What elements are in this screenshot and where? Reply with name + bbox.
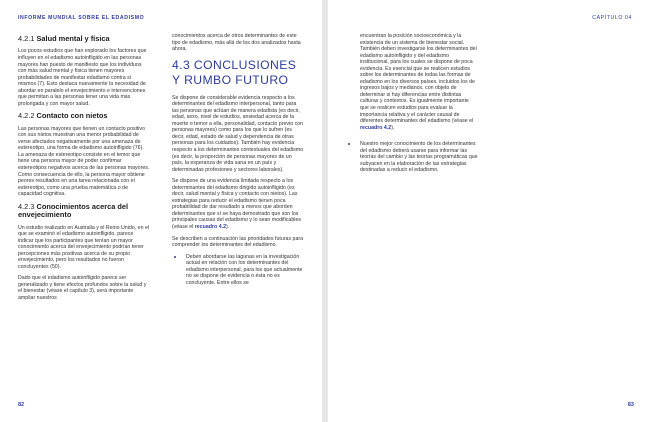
section-heading-4-3: 4.3 CONCLUSIONES Y RUMBO FUTURO	[172, 57, 297, 87]
bullet-item: Nuestro mejor conocimiento de los determinantes del edadismo deberá usarse para informar las teorías del cambio y las teorías programáticas que subyacen en la elaboración de las estrategias destinadas a reducir el edadismo.	[346, 141, 478, 174]
bullet-continuation: encuentran la posición socioeconómica y la existencia de un sistema de bienestar social. También deben investigarse los determinantes del edadismo autoinfligido y del edadismo institucional, para los cuales se dispone de poca evidencia. Es esencial que se realicen estudios sobre los determinantes de todas las formas de edadismo en los diversos países, incluidos los de ingresos bajos y medianos, con objeto de determinar si hay diferencias entre distintas culturas y contextos. Es igualmente importante que se realicen estudios para evaluar la importancia relativa y el carácter causal de diferentes determinantes del edadismo (véase el recuadro 4.2).	[360, 33, 477, 131]
page-number-left: 82	[18, 402, 25, 408]
bullet-icon	[174, 256, 176, 258]
page-number-right: 83	[627, 402, 634, 408]
subsection-heading-4-2-3: 4.2.3 Conocimientos acerca del envejecimiento	[18, 201, 129, 220]
paragraph: Los pocos estudios que han explorado los factores que influyen en el edadismo autoinfligido en las personas mayores han puesto de manifiesto que los individuos con más salud mental y física tienen mayores probabilidades de manifestar edadismo contra sí mismos (7). Esto destaca nuevamente la necesidad de abordar en paralelo el envejecimiento e intervenciones que permitan a las personas tener una vida más prolongada y con mayor salud.	[18, 48, 147, 107]
right-page-column-1	[346, 33, 478, 179]
running-head-left: INFORME MUNDIAL SOBRE EL EDADISMO	[18, 15, 145, 21]
subsection-heading-4-2-2: 4.2.2 Contacto con nietos	[18, 111, 108, 121]
paragraph: conocimientos acerca de otros determinantes de este tipo de edadismo, más allá de los dos analizados hasta ahora.	[172, 33, 301, 53]
paragraph: Se dispone de una evidencia limitada respecto a los determinantes del edadismo dirigido autoinfligido (es decir, salud mental y física y contacto con nietos). Las estrategias para reducir el edadismo tienen poca probabilidad de dar resultado a menos que aborden determinantes que sí se haya demostrado que son los principales causas del edadismo y lo sean modificables (véase el recuadro 4.2).	[172, 178, 301, 231]
left-page-column-2	[172, 33, 304, 291]
running-head-right: CAPÍTULO 04	[592, 15, 632, 21]
box-reference-link[interactable]: recuadro 4.2	[194, 224, 226, 231]
subsection-heading-4-2-1: 4.2.1 Salud mental y física	[18, 34, 110, 43]
paragraph: Se dispone de considerable evidencia respecto a los determinantes del edadismo interpersonal, tanto para las personas que actúan de manera edadista (es decir, edad, sexo, nivel de estudios, ansiedad acerca de la muerte o temor a ella, personalidad, contacto previo con personas mayores) como para los que lo sufren (es decir, edad, estado de salud y dependencia de otras personas para los cuidados). También hay evidencia respecto a los determinantes contextuales del edadismo (es decir, la proporción de personas mayores de un país, la esperanza de vida sana en un país y determinadas profesiones y sectores laborales).	[172, 94, 304, 173]
paragraph: Un estudio realizado en Australia y el Reino Unido, en el que se examinó el edadismo autoinfligido, parece indicar que los participantes que tenían un mayor conocimiento acerca del envejecimiento podrían tener percepciones más positivas acerca de su propio envejecimiento, pero los resultados no fueron concluyentes (50).	[18, 224, 150, 270]
left-page	[0, 0, 322, 422]
box-reference-link[interactable]: recuadro 4.2	[360, 124, 392, 131]
bullet-item: Deben abordarse las lagunas en la investigación actual en relación con los determinantes del edadismo interpersonal, para los que actualmente no se dispone de evidencia o ésta no es concluyente. Entre ellos se	[172, 254, 304, 287]
left-page-column-1	[18, 33, 150, 307]
paragraph: Dado que el edadismo autoinfligido parece ser generalizado y tiene efectos profundos sobre la salud y el bienestar (véase el capítulo 3), será importante ampliar nuestros	[18, 275, 147, 302]
paragraph: Las personas mayores que tienen un contacto positivo con sus nietos muestran una menor probabilidad de verse afectados negativamente por una amenaza de estereotipo, una forma de edadismo autoinfligido (76). La amenaza de estereotipo consiste en el temor que tiene una persona mayor de poder confirmar estereotipos negativos acerca de las personas mayores. Como consecuencia de ello, la persona mayor obtiene peores resultados en una tarea relacionada con el estereotipo, como una prueba matemática o de capacidad cognitiva.	[18, 125, 150, 198]
paragraph: Se describen a continuación las prioridades futuras para comprender los determinantes del edadismo.	[172, 235, 304, 249]
bullet-icon	[348, 143, 350, 145]
right-page	[328, 0, 650, 422]
